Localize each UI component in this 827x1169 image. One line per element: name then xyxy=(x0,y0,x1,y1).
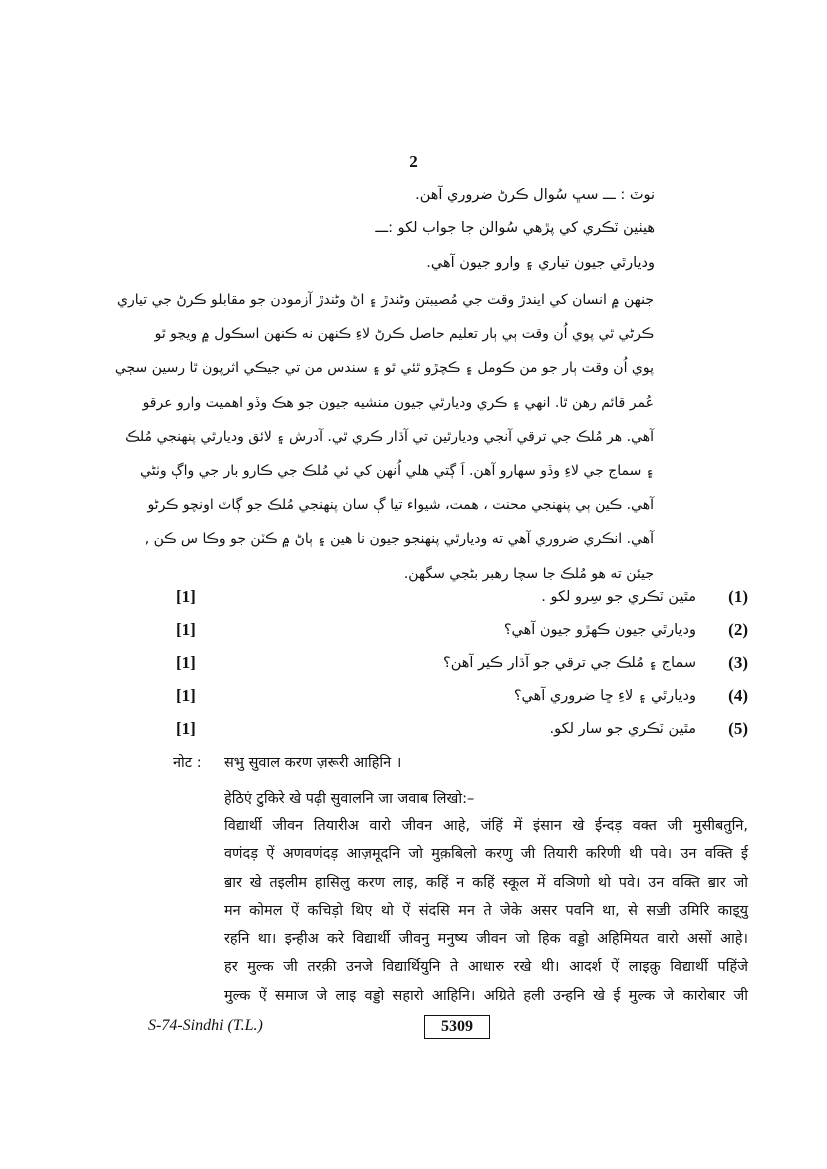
question-text: سماج ۽ مُلڪ جي ترقي جو آڌار ڪير آهن؟ xyxy=(443,655,696,671)
question-text: وديارٿي ۽ لاءِ ڇا ضروري آهي؟ xyxy=(513,688,696,704)
passage-line: ۽ سماج جي لاءِ وڏو سهارو آهن. اَ ڳتي هلي اُنهن کي ئي مُلڪ جي ڪارو بار جي واڳ وٺڻي xyxy=(140,462,654,479)
sindhi-passage xyxy=(114,283,654,591)
question-number: (4) xyxy=(728,686,748,705)
question-row xyxy=(176,681,748,711)
question-marks: [1] xyxy=(176,719,196,738)
question-number: (3) xyxy=(728,653,748,672)
question-number: (2) xyxy=(728,620,748,639)
passage-line: ڪرڻي ٿي پوي اُن وقت ٻي ٻار تعليم حاصل ڪرڻ لاءِ ڪنهن نه ڪنهن اسڪول ۾ ويڃو ٿو xyxy=(154,326,654,343)
question-marks: [1] xyxy=(176,620,196,639)
passage-line: پوي اُن وقت ٻار جو من ڪومل ۽ ڪچڙو ٿئي ٿو ۽ سندس من تي جيڪي اثرپون ٿا رسين سڄي xyxy=(114,360,654,377)
passage-line: آهي. ڪين ٻي پنهنجي محنت ، همت، شيواء تيا ڳ سان پنهنجي مُلڪ جو ڳاٽ اونچو ڪرڻو xyxy=(147,497,654,514)
passage-line: मन कोमल ऐं कचिड़ो थिए थो ऐं संदसि मन ते जेके असर पवनि था, से सॼी उमिरि काइ्यु xyxy=(224,902,748,919)
passage-line: वणंदड़ ऐं अणवणंदड़ आज़मूदनि जो मुक़बिलो करणु जी तियारी करिणी थी पवे। उन वक्ति ई xyxy=(224,846,748,863)
question-row xyxy=(176,714,748,744)
question-marks: [1] xyxy=(176,587,196,606)
question-marks: [1] xyxy=(176,686,196,705)
sindhi-instruction: هيٺين ٽڪري کي پڙهي سُوالن جا جواب لکو :ـــ xyxy=(375,220,655,236)
question-row xyxy=(176,582,748,612)
sindhi-passage-title: وديارٿي جيون تياري ۽ وارو جيون آهي. xyxy=(426,255,655,271)
question-text: وديارٿي جيون ڪهڙو جيون آهي؟ xyxy=(503,622,696,638)
hindi-note-label: नोट : xyxy=(173,755,202,771)
passage-line: हर मुल्क जी तरक़ी उनजे विद्यार्थियुनि ते आधारु रखे थी। आदर्श ऐं लाइक़ु विद्यार्थी पहिंजे xyxy=(224,959,748,976)
question-row xyxy=(176,615,748,645)
question-text: مٿين ٽڪري جو سار لکو. xyxy=(549,721,696,737)
passage-line: جنهن ۾ انسان کي ايندڙ وقت جي مُصيبتن وڻندڙ ۽ اڻ وڻندڙ آزمودن جو مقابلو ڪرڻ جي تياري xyxy=(117,292,654,308)
question-number: (1) xyxy=(728,587,748,606)
passage-line: آهي. هر مُلڪ جي ترقي آنجي وديارٿين تي آڌار ڪري ٿي. آدرش ۽ لائق وديارٿي پنهنجي مُلڪ xyxy=(125,428,654,445)
hindi-passage xyxy=(224,812,748,1010)
paper-code: S-74-Sindhi (T.L.) xyxy=(148,1017,263,1034)
question-marks: [1] xyxy=(176,653,196,672)
question-row xyxy=(176,648,748,678)
hindi-note-text: सभु सुवाल करण ज़रूरी आहिनि । xyxy=(224,755,402,771)
question-text: مٿين ٽڪري جو سِرو لکو . xyxy=(541,589,696,605)
question-number: (5) xyxy=(728,719,748,738)
passage-line: रहनि था। इन्हीअ करे विद्यार्थी जीवनु मनुष्य जीवन जो हिक वड्डो अहिमियत वारो असों आहे। xyxy=(224,931,748,948)
passage-line: جيئن ته هو مُلڪ جا سچا رهبر بڻجي سگهن. xyxy=(403,565,654,582)
passage-line: آهي. انڪري ضروري آهي ته وديارٿي پنهنجو جيون نا هين ۽ ٻاڻ ۾ ڪٽن جو وڪا س ڪن , xyxy=(144,531,654,548)
page-serial-box: 5309 xyxy=(424,1015,490,1039)
passage-line: मुल्क ऐं समाज जे लाइ वड्डो सहारो आहिनि। अग्रिते हली उन्हनि खे ई मुल्क जे कारोबार जी xyxy=(224,987,748,1004)
passage-line: विद्यार्थी जीवन तियारीअ वारो जीवन आहे, जंहिं में इंसान खे ईन्दड़ वक्त जी मुसीबतुनि, xyxy=(224,818,748,834)
hindi-instruction: हेठिएं टुकिरे खे पढ़ी सुवालनि जा जवाब लिखो:– xyxy=(224,791,475,807)
page-number: 2 xyxy=(409,152,418,171)
passage-line: عُمر قائم رهن ٿا. انهي ۽ ڪري وديارٿي جيون منشيه جيون جو هڪ وڏو اهميت وارو عرقو xyxy=(142,394,654,411)
sindhi-note: نوٽ : ـــ سڀ سُوال ڪرڻ ضروري آهن. xyxy=(415,187,655,203)
passage-line: ॿार खे तइलीम हासिलु करण लाइ, कहिं न कहिं स्कूल में वञिणो थो पवे। उन वक्ति ॿार जो xyxy=(224,874,748,891)
